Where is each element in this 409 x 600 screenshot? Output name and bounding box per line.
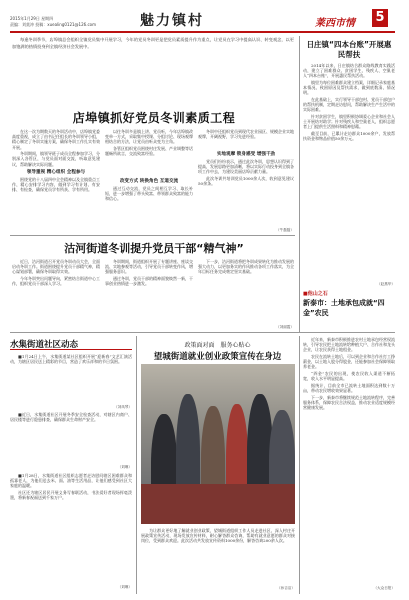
lead-col-3: 冬训中还组织党员到现代农业园区、规模企业实地观摩，开阔视野，学习先进经验。 (198, 129, 294, 140)
second-headline: 沽河街道冬训提升党员干部“精气神” (64, 242, 244, 255)
shuiji-body-2: ■近日，水集街道社区开展冬季安全检查活动，对辖区内商户、居民楼等进行隐患排查，确保群众生命财产安全。 (10, 412, 132, 423)
lead-sub2: 改变方式 转换角色 互道交流 (119, 179, 179, 184)
lead-sub3: 实地观摩 锁身感受 增强干劲 (216, 152, 276, 157)
wangcheng-kicker: 政策面对面 服务心贴心 (184, 342, 251, 349)
lead-intro-text: 每逢冬训季节，店埠镇总会组织全镇党员集中开展学习，今年的党员冬训更是把党员素质提升作为重点，让党员在学习中提高认识、转变观念，以更加饱满的热情投身到全镇经济社会发展中。 (12, 37, 294, 49)
right-col-rule (299, 36, 300, 332)
photo-table (141, 484, 295, 524)
lead-intro (12, 37, 294, 95)
shuiji-rule (136, 336, 137, 594)
wangcheng-photo (141, 364, 295, 524)
second-col-1: 近日，沽河街道召开党员冬训动员大会，全面启动冬训工作。街道围绕提升党员干部精气神，精心谋划部署，确保冬训取得实效。 今年冬训突出问题导向，紧密结合街道中心工作，组织党员干部深入学习。 (12, 259, 100, 287)
section-title: 魅力镇村 (140, 13, 204, 29)
date-line: 2015年1月29日 星期四 (10, 16, 54, 21)
page-number: 5 (372, 9, 388, 27)
lead-col-1b: 围绕党的十八届四中全会精神以及全镇重点工作，精心安排学习内容，做到学习有计划、有安排、有检查，确保党员学有所获、学有所用。 (12, 177, 100, 193)
wangcheng-headline: 望城街道就业创业政策宣传在身边 (153, 352, 282, 362)
lead-col-2b: 通过互动交流，党员之间相互学习、取长补短，进一步增强了带头致富、带领群众致富的能力和信心。 (105, 186, 193, 202)
right-body: 2014年以来，日庄镇结合群众路线教育实践活动，建立了困难群众、贫困学生、残疾人、空巢老人“四本台账”，开展惠民帮扶活动。 镇里为每位困难群众建立档案，详细记录家庭基本情况、致困原因及帮扶需求，做到底数清、情况明。 在此基础上，实行领导干部包村、党员干部包户的帮扶机制，定期走访慰问，帮助解决生产生活中的实际困难。 针对贫困学生，镇里积极协调爱心企业和社会人士开展结对助学；针对残疾人和空巢老人，组织志愿者上门提供生活照料和精神慰藉。 截至目前，已累计走访群众1000余户，发放帮扶资金和物品价值50余万元。 (303, 63, 395, 142)
right-headline: 日庄镇“四本台账”开展惠民帮扶 (306, 40, 392, 59)
lead-reporter: （牛磊磊） (276, 228, 294, 232)
second-col-2: 冬训期间，街道组织开展了专题讲座、座谈交流、实地参观等活动，引导党员干部转变作风，增强服务意识。 通过冬训，党员干部的精神面貌焕然一新，干事创业热情进一步激发。 (105, 259, 193, 287)
shuiji-title: 水集街道社区动态 (10, 340, 79, 350)
shuiji-reporter-3: （刘琳） (117, 585, 132, 589)
shuiji-reporter-1: （刘凤琴） (114, 405, 132, 409)
lead-col-3b: 党员们纷纷表示，通过此次冬训，思想认识得到了提高，发展思路更加清晰，将以实际行动投身到全镇各项工作中去，为建设美丽店埠贡献力量。 此次冬训共培训党员1000余人次，收到意见建议50余条。 (198, 159, 294, 187)
lead-headline: 店埠镇抓好党员冬训素质工程 (72, 111, 236, 125)
lead-divider (10, 235, 295, 236)
brief-reporter: （大众日报） (373, 586, 395, 590)
bottom-right-rule (299, 336, 300, 594)
shuiji-reporter-2: （刘琳） (117, 465, 132, 469)
wangcheng-reporter: （孙吉洁） (277, 586, 295, 590)
second-col-3: 下一步，沽河街道将把冬训成果转化为推动发展的强大动力，以更加务实的作风推动各项工作落实，为全年目标任务完成奠定坚实基础。 (198, 259, 294, 275)
masthead (10, 6, 399, 30)
header-rule (10, 31, 395, 33)
lead-col-2: 以往冬训多是镇上讲、党员听，今年店埠镇改变单一方式，采取集中授课、分组讨论、现场观摩相结合的方法，让党员由听众变为主角。 各管区组织党员围绕村庄发展、产业调整等话题畅所欲言，交流致富经验。 (105, 129, 193, 157)
paper-name: 莱西市情 (315, 18, 355, 29)
shuiji-body-1: ■1月24日上午，水集街道某社区组织开展“迎新春”文艺汇演活动，为辖区居民送上精彩的节目，营造了欢乐祥和的节日氛围。 (10, 354, 132, 365)
second-reporter: （刘丽霞） (276, 325, 294, 329)
shuiji-body-3: ■1月28日，水集街道社区组织志愿者走访慰问辖区困难群众和孤寡老人，为他们送去米、面、油等生活用品，让他们感受到社区大家庭的温暖。 社区还为辖区居民开展义务写春联活动，书法爱好者现场挥毫泼墨，将新春祝福送到千家万户。 (10, 473, 132, 501)
brief-headline: 新泰市：土地承包成就“四金”农民 (303, 299, 385, 317)
lead-sub1: 领导重视 精心组织 全程参与 (26, 170, 86, 175)
second-divider (10, 332, 395, 333)
brief-label: ■他山之石 (303, 291, 328, 297)
shuiji-title-bar (10, 338, 132, 350)
brief-body: 近年来，新泰市积极推进农村土地承包经营权流转，引导农民把土地流转给种植大户、合作社和龙头企业，让农民获得土地租金。 农民在流转土地后，可以到企业和合作社打工挣薪金，以土地入股分得股金，还能参加社会保障领取养老金。 “四金”农民的出现，使农民收入渠道不断拓宽，收入水平明显提高。 据统计，目前全市已流转土地面积达到数十万亩，带动农民增收效果显著。 下一步，新泰市将继续规范土地流转程序，完善服务体系，保障农民合法权益，推动农业适度规模经营健康发展。 (303, 337, 395, 410)
wangcheng-body: 为让群众更好地了解就业创业政策，望城街道组织工作人员走进社区、深入村庄开展政策宣传活动，现场发放宣传材料，耐心解答群众咨询，帮助有就业意愿的群众对接岗位，受到群众欢迎。此次活动共发放宣传资料1000余份，解答咨询200余人次。 (141, 528, 295, 544)
editor-line: 责编：刘莫冲 投稿：xuealing0121@126.com (10, 22, 97, 27)
lead-col-1: 在这一次为期数天的冬训活动中，店埠镇党委高度重视，成立了由书记任组长的冬训领导小组，精心制定了冬训实施方案，确保冬训工作扎实有效开展。 冬训期间，镇领导班子成员全程参加学习，分别深入各管区，与党员面对面交流，听取意见建议，帮助解决实际问题。 (12, 129, 100, 167)
right-reporter: （赵燕华） (377, 282, 395, 286)
